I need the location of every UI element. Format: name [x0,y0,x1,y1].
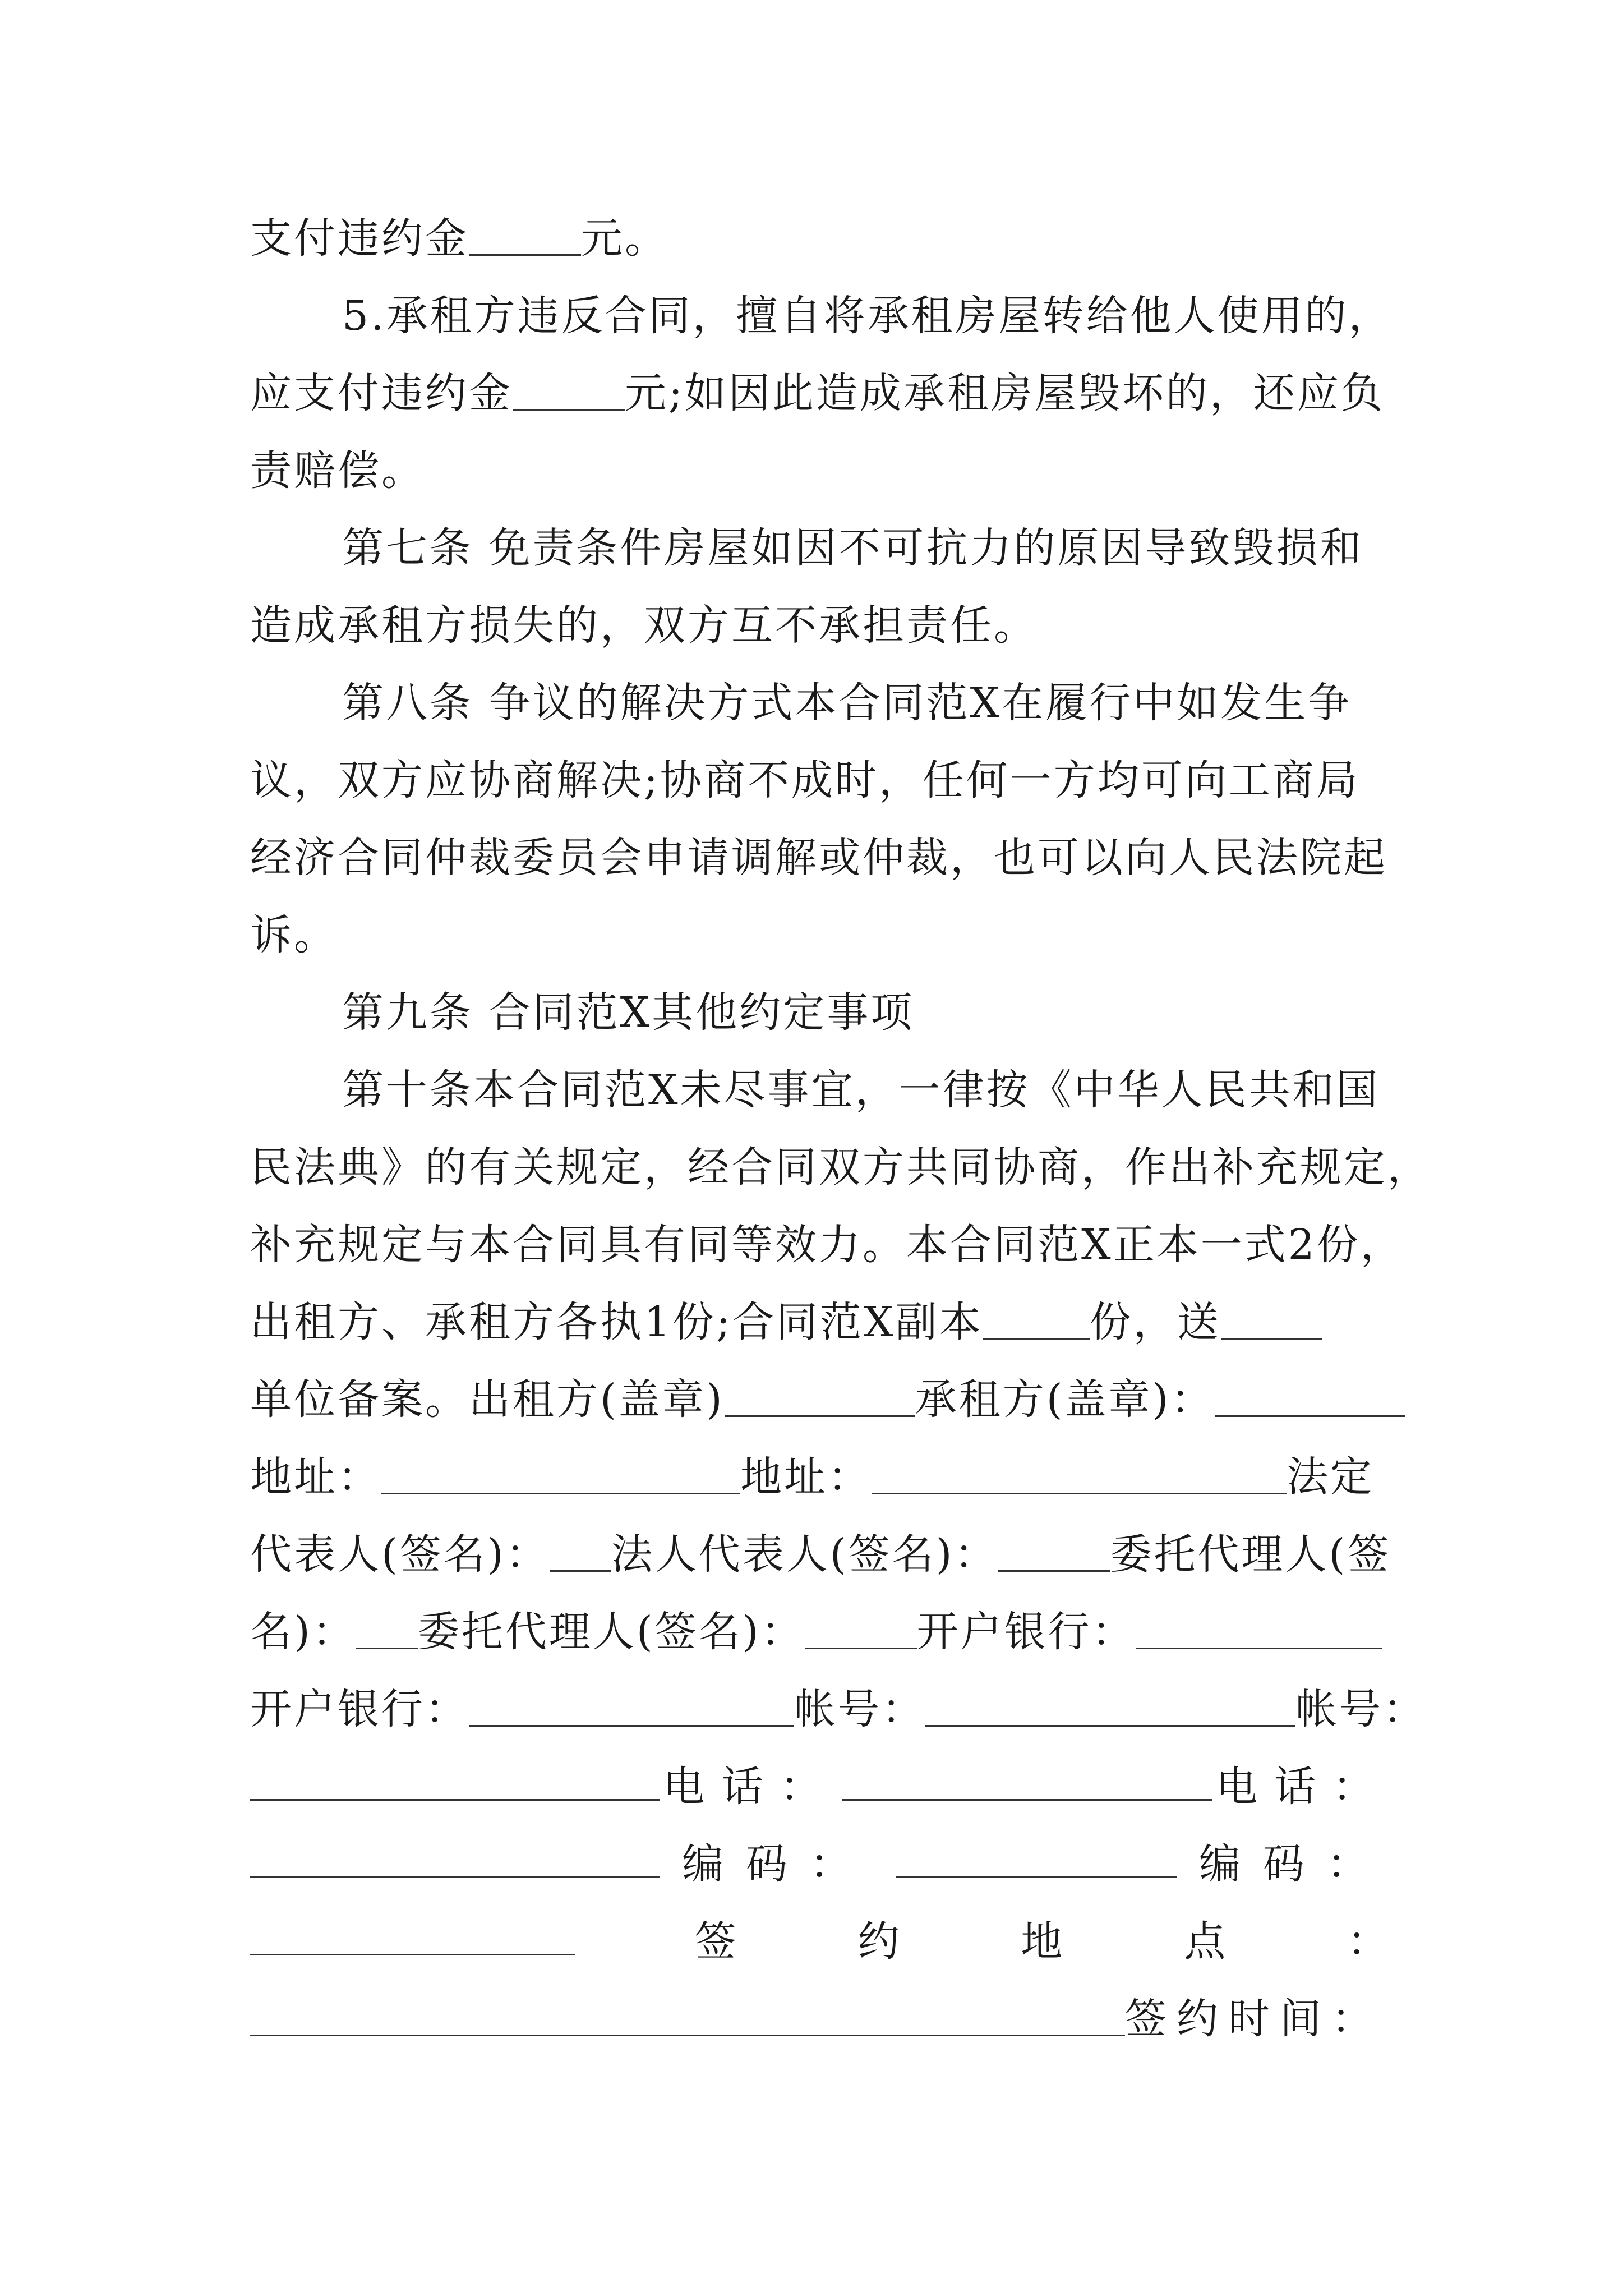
text-segment: 第九条 合同范X其他约定事项 [342,988,915,1037]
text-line [250,1678,1427,1740]
text-segment: 补充规定与本合同具有同等效力。本合同范X正本一式2份， [250,1221,1404,1269]
text-segment: 法定 [1287,1453,1374,1501]
fill-blank[interactable] [513,370,625,411]
fill-blank[interactable] [469,1686,794,1727]
text-segment: 元;如因此造成承租房屋毁坏的，还应负 [625,369,1385,417]
text-segment: 地址： [740,1453,872,1501]
text-line [250,1988,1391,2050]
text-line [250,904,1391,966]
text-line [250,827,1391,889]
text-segment: 签 [694,1917,739,1966]
fill-blank[interactable] [469,215,581,256]
fill-blank[interactable] [1136,1608,1382,1649]
text-line [250,1369,1391,1430]
fill-blank[interactable] [725,1376,915,1417]
text-segment: 委托代理人(签名)： [417,1608,805,1656]
fill-blank[interactable] [1221,1299,1322,1340]
text-line [342,982,1391,1043]
text-line [250,1214,1404,1276]
text-segment: 支付违约金 [250,214,469,263]
fill-blank[interactable] [250,1837,660,1878]
text-segment: 法人代表人(签名)： [611,1530,998,1579]
text-segment: 第十条本合同范X未尽事宜，一律按《中华人民共和国 [342,1066,1380,1114]
text-segment: 责赔偿。 [250,447,425,495]
text-segment: 开户银行： [250,1685,469,1733]
fill-blank[interactable] [550,1531,611,1572]
text-segment: 约 [857,1917,902,1966]
text-segment: 5.承租方违反合同，擅自将承租房屋转给他人使用的， [342,292,1393,340]
text-line [250,749,1391,811]
fill-blank[interactable] [356,1608,418,1649]
text-line [250,1601,1391,1663]
text-line [250,1756,1391,1818]
text-segment: 份，送 [1089,1298,1221,1346]
text-segment: 编码： [1199,1840,1391,1888]
fill-blank[interactable] [872,1453,1287,1494]
fill-blank[interactable] [998,1531,1110,1572]
text-segment: 地址： [250,1453,381,1501]
text-segment: 电话： [1215,1763,1391,1811]
fill-blank[interactable] [805,1608,917,1649]
text-line [250,208,1391,269]
text-line [250,362,1391,424]
text-line [250,1137,1431,1198]
text-segment: 民法典》的有关规定，经合同双方共同协商，作出补充规定， [250,1143,1431,1191]
text-line [250,1291,1391,1353]
fill-blank[interactable] [1215,1376,1405,1417]
text-segment: 出租方、承租方各执1份;合同范X副本 [250,1298,983,1346]
text-line [250,440,1391,501]
text-segment: 电话： [663,1763,838,1811]
text-segment: 单位备案。出租方(盖章) [250,1375,725,1424]
text-segment: 承租方(盖章)： [915,1375,1215,1424]
text-line [250,1524,1391,1585]
text-segment: 地 [1021,1917,1065,1966]
text-line [342,1059,1391,1121]
text-segment: 名)： [250,1608,356,1656]
text-segment: 应支付违约金 [250,369,513,417]
fill-blank[interactable] [925,1686,1295,1727]
text-line [342,672,1391,734]
text-segment: 代表人(签名)： [250,1530,550,1579]
text-segment: 签约时间： [1125,1995,1383,2043]
fill-blank[interactable] [250,1995,1125,2036]
text-line [342,517,1391,579]
text-segment: 第七条 免责条件房屋如因不可抗力的原因导致毁损和 [342,524,1364,572]
text-line [250,1911,1391,1972]
fill-blank[interactable] [250,1915,575,1955]
text-line [250,1833,1391,1895]
fill-blank[interactable] [381,1453,740,1494]
text-segment: 编码： [682,1840,874,1888]
text-segment: ： [1347,1917,1391,1966]
text-segment: 帐号： [794,1685,925,1733]
text-line [250,1446,1391,1508]
text-line [250,595,1391,656]
text-segment: 议，双方应协商解决;协商不成时，任何一方均可向工商局 [250,756,1360,804]
text-segment: 造成承租方损失的，双方互不承担责任。 [250,601,1038,650]
text-segment: 诉。 [250,911,338,959]
text-segment: 开户银行： [916,1608,1136,1656]
text-segment: 经济合同仲裁委员会申请调解或仲裁，也可以向人民法院起 [250,834,1387,882]
text-segment: 点 [1184,1917,1228,1966]
fill-blank[interactable] [842,1760,1212,1801]
fill-blank[interactable] [896,1837,1177,1878]
fill-blank[interactable] [983,1299,1090,1340]
fill-blank[interactable] [250,1760,660,1801]
text-segment: 第八条 争议的解决方式本合同范X在履行中如发生争 [342,679,1352,727]
text-segment: 元。 [581,214,668,263]
text-segment: 委托代理人(签 [1110,1530,1391,1579]
text-line [342,285,1391,347]
text-segment: 帐号： [1295,1685,1427,1733]
